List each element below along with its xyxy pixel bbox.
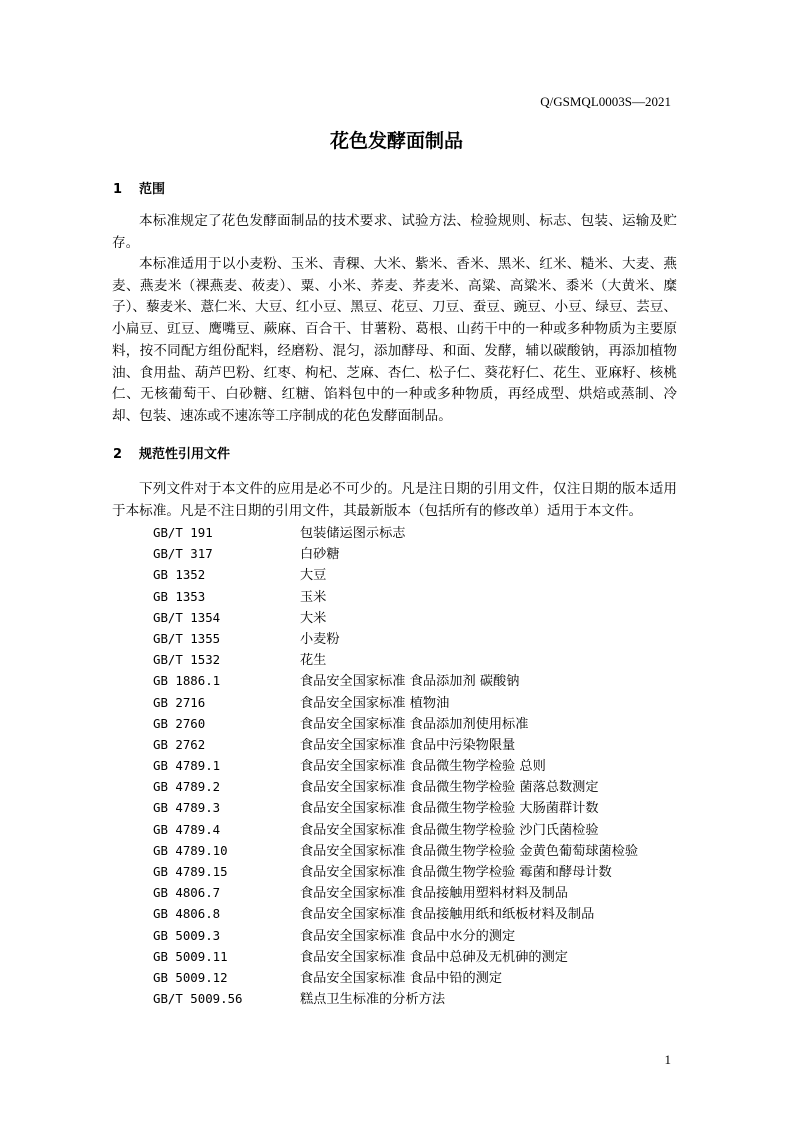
reference-code: GB 1353	[153, 588, 206, 604]
reference-item	[153, 840, 693, 861]
reference-title: 食品安全国家标准 食品接触用塑料材料及制品	[300, 886, 568, 902]
reference-code: GB/T 1355	[153, 630, 221, 646]
reference-code: GB/T 1532	[153, 652, 221, 668]
reference-title: 食品安全国家标准 食品微生物学检验 大肠菌群计数	[300, 801, 599, 817]
reference-code: GB/T 1354	[153, 609, 221, 625]
reference-title: 大豆	[300, 568, 327, 584]
reference-title: 花生	[300, 653, 327, 669]
reference-title: 食品安全国家标准 食品中总砷及无机砷的测定	[300, 949, 568, 965]
reference-code: GB 1352	[153, 567, 206, 583]
reference-item	[153, 628, 693, 649]
reference-title: 食品安全国家标准 食品微生物学检验 霉菌和酵母计数	[300, 865, 612, 880]
reference-code: GB 4789.15	[153, 864, 228, 879]
reference-item	[153, 713, 693, 734]
reference-code: GB 2762	[153, 736, 206, 752]
reference-item	[153, 692, 693, 713]
reference-code: GB 5009.11	[153, 948, 228, 964]
reference-title: 食品安全国家标准 食品接触用纸和纸板材料及制品	[300, 907, 595, 923]
reference-code: GB 4806.8	[153, 906, 221, 922]
reference-title: 包装储运图示标志	[300, 526, 406, 541]
section-heading-normative-references	[113, 443, 230, 462]
reference-code: GB 4789.1	[153, 758, 221, 774]
reference-item	[153, 946, 693, 967]
reference-title: 食品安全国家标准 食品微生物学检验 菌落总数测定	[300, 780, 599, 796]
reference-item	[153, 586, 693, 607]
section-title: 范围	[139, 182, 166, 197]
reference-code: GB/T 5009.56	[153, 991, 243, 1007]
scope-paragraph-2: 本标准适用于以小麦粉、玉米、青稞、大米、紫米、香米、黑米、红米、糙米、大麦、燕麦、燕麦米（裸燕麦、莜麦）、粟、小米、荞麦、荞麦米、高粱、高粱米、黍米（大黄米、糜子）、藜麦米、薏仁米、大豆、红小豆、黑豆、花豆、刀豆、蚕豆、豌豆、小豆、绿豆、芸豆、小扁豆、豇豆、鹰嘴豆、蕨麻、百合干、甘薯粉、葛根、山药干中的一种或多种物质为主要原料，按不同配方组份配料，经磨粉、混匀，添加酵母、和面、发酵，辅以碳酸钠，再添加植物油、食用盐、葫芦巴粉、红枣、枸杞、芝麻、杏仁、松子仁、葵花籽仁、花生、亚麻籽、核桃仁、无核葡萄干、白砂糖、红糖、馅料包中的一种或多种物质，再经成型、烘焙或蒸制、冷却、包装、速冻或不速冻等工序制成的花色发酵面制品。	[112, 256, 677, 424]
reference-item	[153, 797, 693, 818]
reference-code: GB 4789.10	[153, 842, 228, 858]
section-heading-scope	[113, 178, 165, 197]
reference-title: 食品安全国家标准 食品中污染物限量	[300, 737, 516, 753]
reference-title: 食品安全国家标准 食品中铅的测定	[300, 970, 503, 986]
section-number: 2	[113, 447, 123, 462]
reference-title: 食品安全国家标准 食品微生物学检验 总则	[300, 759, 546, 775]
references-intro-paragraph: 下列文件对于本文件的应用是必不可少的。凡是注日期的引用文件，仅注日期的版本适用于本标准。凡是不注日期的引用文件，其最新版本（包括所有的修改单）适用于本文件。	[112, 481, 677, 519]
reference-title: 食品安全国家标准 植物油	[300, 695, 450, 711]
reference-code: GB 2760	[153, 715, 206, 731]
reference-item	[153, 564, 693, 585]
reference-item	[153, 903, 693, 924]
reference-code: GB 2716	[153, 694, 206, 710]
standard-code: Q/GSMQL0003S—2021	[540, 94, 671, 109]
reference-title: 糕点卫生标准的分析方法	[300, 992, 446, 1008]
reference-item	[153, 819, 693, 840]
reference-item	[153, 543, 693, 564]
reference-item	[153, 776, 693, 797]
reference-title: 食品安全国家标准 食品添加剂 碳酸钠	[300, 674, 520, 690]
reference-title: 白砂糖	[300, 547, 340, 563]
reference-code: GB 5009.12	[153, 969, 228, 985]
section-title: 规范性引用文件	[139, 447, 231, 462]
reference-code: GB 4789.3	[153, 800, 221, 816]
reference-title: 大米	[300, 610, 327, 626]
scope-paragraph-1: 本标准规定了花色发酵面制品的技术要求、试验方法、检验规则、标志、包装、运输及贮存。	[112, 213, 677, 251]
reference-title: 食品安全国家标准 食品微生物学检验 沙门氏菌检验	[300, 822, 599, 838]
reference-item	[153, 670, 693, 691]
reference-title: 食品安全国家标准 食品微生物学检验 金黄色葡萄球菌检验	[300, 843, 639, 859]
reference-list	[153, 522, 693, 1009]
page-title: 花色发酵面制品	[329, 130, 463, 152]
reference-item	[153, 925, 693, 946]
reference-code: GB 4806.7	[153, 885, 221, 901]
reference-code: GB 1886.1	[153, 673, 221, 689]
reference-title: 食品安全国家标准 食品中水分的测定	[300, 928, 516, 944]
reference-item	[153, 734, 693, 755]
reference-title: 食品安全国家标准 食品添加剂使用标准	[300, 716, 529, 732]
reference-title: 玉米	[300, 589, 327, 605]
reference-code: GB/T 317	[153, 546, 213, 562]
reference-item	[153, 649, 693, 670]
reference-item	[153, 522, 693, 543]
reference-title: 小麦粉	[300, 631, 340, 647]
reference-item	[153, 988, 693, 1009]
reference-code: GB 5009.3	[153, 927, 221, 943]
reference-item	[153, 755, 693, 776]
reference-item	[153, 882, 693, 903]
reference-item	[153, 967, 693, 988]
reference-code: GB 4789.2	[153, 779, 221, 795]
reference-code: GB/T 191	[153, 525, 213, 540]
page-number: 1	[664, 1052, 671, 1067]
reference-item	[153, 861, 693, 882]
reference-item	[153, 607, 693, 628]
reference-code: GB 4789.4	[153, 821, 221, 837]
section-number: 1	[113, 182, 123, 197]
